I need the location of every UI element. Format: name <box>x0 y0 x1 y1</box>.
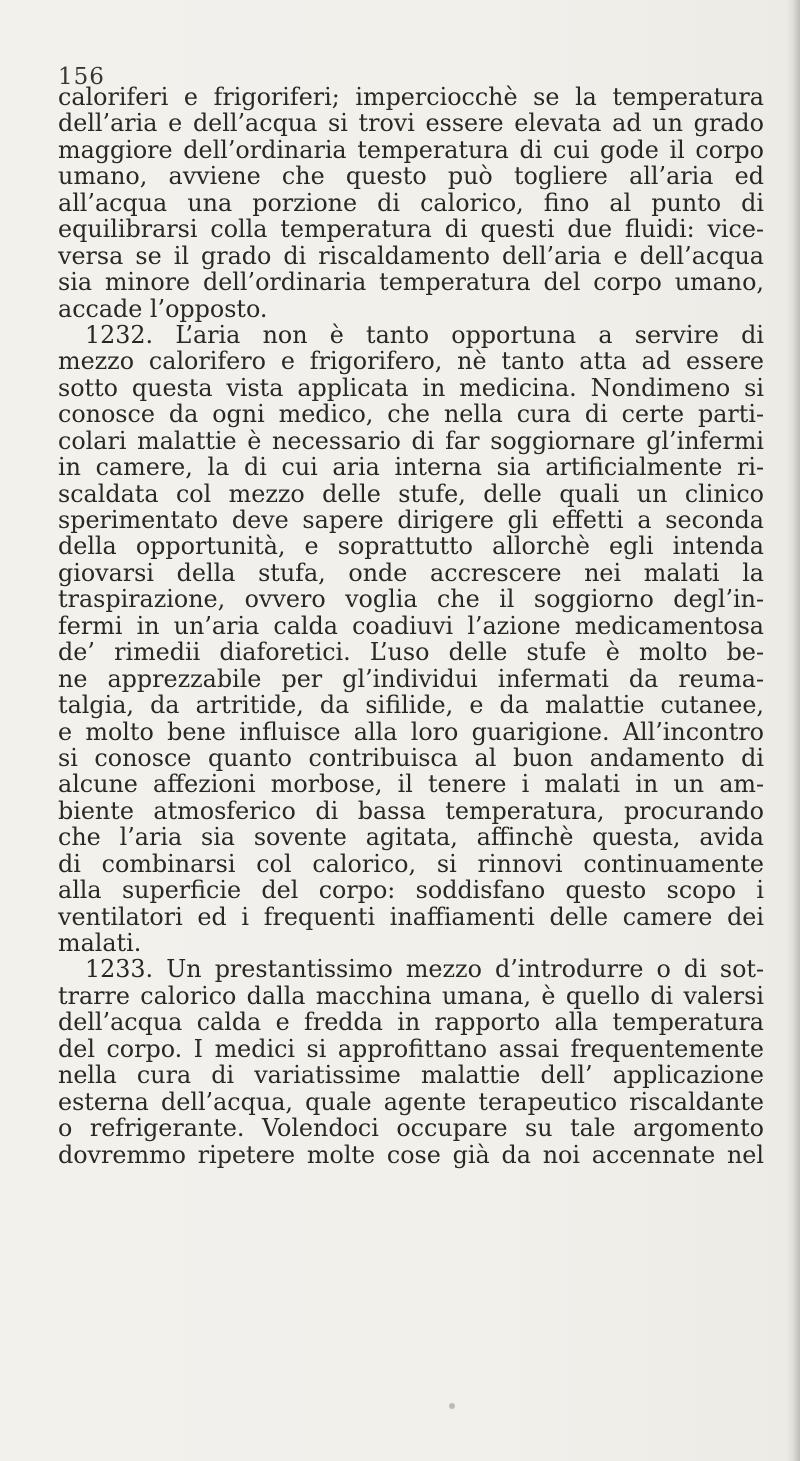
text-line: equilibrarsi colla temperatura di questi due fluidi: vice- <box>58 215 764 244</box>
text-line: colari malattie è necessario di far soggiornare gl’infermi <box>58 426 764 455</box>
text-line: sia minore dell’ordinaria temperatura del corpo umano, <box>58 268 764 297</box>
text-line: della opportunità, e soprattutto allorchè egli intenda <box>58 532 764 561</box>
text-line: sperimentato deve sapere dirigere gli effetti a seconda <box>58 506 764 534</box>
text-line: accade l’opposto. <box>58 294 268 323</box>
text-line: fermi in un’aria calda coadiuvi l’azione medicamentosa <box>58 611 764 640</box>
ink-speck <box>449 1403 455 1409</box>
text-line: traspirazione, ovvero voglia che il soggiorno degl’in- <box>58 585 764 614</box>
text-line: giovarsi della stufa, onde accrescere nei malati la <box>58 558 764 587</box>
paragraph-start-line: 1232. L’aria non è tanto opportuna a servire di <box>85 320 764 349</box>
text-line: de’ rimedii diaforetici. L’uso delle stufe è molto be- <box>58 638 764 667</box>
text-line: che l’aria sia sovente agitata, affinchè questa, avida <box>58 823 764 852</box>
paragraph-start-line: 1233. Un prestantissimo mezzo d’introdurre o di sot- <box>85 955 764 984</box>
text-line: e molto bene influisce alla loro guarigione. All’incontro <box>58 717 764 746</box>
text-line: di combinarsi col calorico, si rinnovi continuamente <box>58 849 764 878</box>
text-line: biente atmosferico di bassa temperatura, procurando <box>58 796 764 825</box>
text-line: nella cura di variatissime malattie dell’ applicazione <box>58 1061 764 1090</box>
text-line: dell’aria e dell’acqua si trovi essere elevata ad un grado <box>58 109 764 138</box>
text-line: o refrigerante. Volendoci occupare su tale argomento <box>58 1114 764 1143</box>
text-line: ne apprezzabile per gl’individui infermati da reuma- <box>58 664 764 693</box>
text-line: alla superficie del corpo: soddisfano questo scopo i <box>58 876 764 905</box>
text-line: all’acqua una porzione di calorico, fino al punto di <box>58 188 764 217</box>
page-edge-shadow <box>786 0 800 1461</box>
body-text <box>58 84 764 1168</box>
text-line: scaldata col mezzo delle stufe, delle quali un clinico <box>58 479 764 508</box>
text-line: versa se il grado di riscaldamento dell’aria e dell’acqua <box>58 241 764 270</box>
text-line: sotto questa vista applicata in medicina. Nondimeno si <box>58 373 764 402</box>
text-line: dell’acqua calda e fredda in rapporto alla temperatura <box>58 1008 764 1037</box>
text-line: malati. <box>58 929 142 957</box>
text-line: alcune affezioni morbose, il tenere i malati in un am- <box>58 770 764 799</box>
text-line: trarre calorico dalla macchina umana, è quello di valersi <box>58 981 764 1010</box>
text-line: conosce da ogni medico, che nella cura di certe parti- <box>58 400 764 429</box>
text-line: mezzo calorifero e frigorifero, nè tanto atta ad essere <box>58 347 764 376</box>
text-line: si conosce quanto contribuisca al buon andamento di <box>58 743 764 772</box>
text-line: dovremmo ripetere molte cose già da noi accennate nel <box>58 1140 764 1169</box>
text-line: talgia, da artritide, da sifilide, e da malattie cutanee, <box>58 691 764 720</box>
text-line: umano, avviene che questo può togliere all’aria ed <box>58 162 764 191</box>
text-line: del corpo. I medici si approfittano assai frequentemente <box>58 1034 764 1063</box>
text-line: esterna dell’acqua, quale agente terapeutico riscaldante <box>58 1087 764 1116</box>
text-line: maggiore dell’ordinaria temperatura di cui gode il corpo <box>58 135 764 164</box>
text-line: ventilatori ed i frequenti inaffiamenti delle camere dei <box>58 902 764 931</box>
text-line: caloriferi e frigoriferi; imperciocchè se la temperatura <box>58 83 764 111</box>
page-number: 156 <box>58 64 105 90</box>
text-line: in camere, la di cui aria interna sia artificialmente ri- <box>58 453 764 482</box>
